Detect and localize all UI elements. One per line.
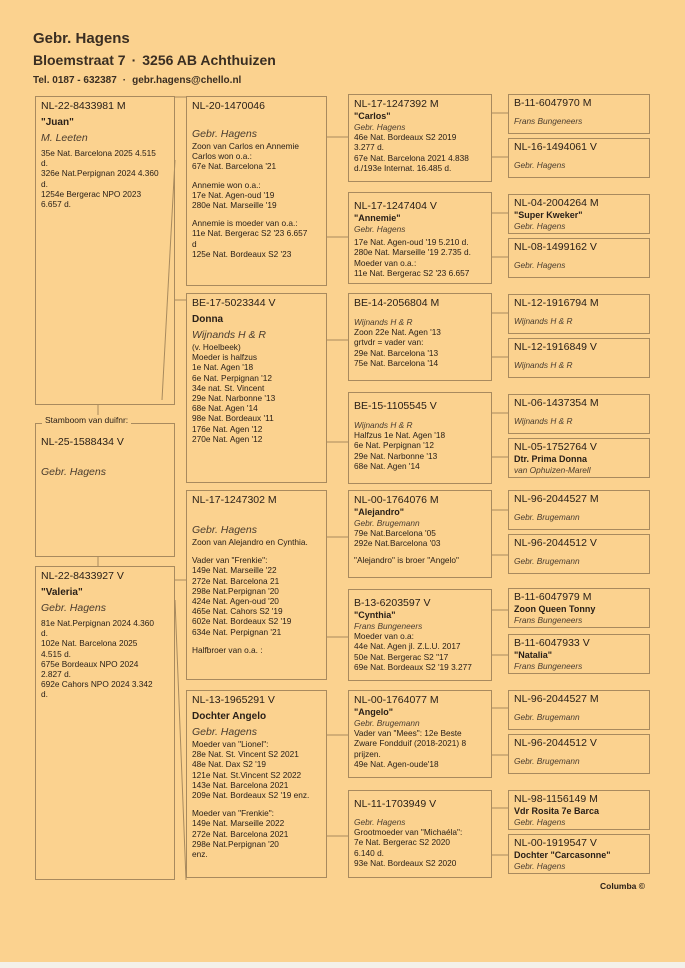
- ring-number: NL-04-2004264 M: [514, 197, 599, 209]
- results: "Alejandro" is broer "Angelo": [354, 554, 459, 565]
- ring-number: NL-11-1703949 V: [354, 798, 437, 810]
- results: Zoon 22e Nat. Agen '13 grtvdr = vader van: 29e Nat. Barcelona '13 75e Nat. Barcelona '14: [354, 327, 441, 368]
- ring-number: B-11-6047933 V: [514, 637, 590, 649]
- copyright: Columba ©: [600, 881, 645, 891]
- owner: Frans Bungeneers: [514, 116, 583, 126]
- postcode-city: 3256 AB Achthuizen: [142, 52, 276, 68]
- pigeon-name: "Juan": [41, 117, 74, 128]
- owner: Gebr. Hagens: [192, 128, 257, 140]
- ring-number: NL-00-1764076 M: [354, 494, 439, 506]
- ring-number: NL-16-1494061 V: [514, 141, 597, 153]
- breeder-name: Gebr. Hagens: [33, 30, 130, 47]
- ring-number: NL-13-1965291 V: [192, 694, 275, 706]
- ring-number: NL-96-2044527 M: [514, 693, 599, 705]
- ring-number: B-11-6047979 M: [514, 591, 592, 603]
- gggp-card[interactable]: [508, 588, 650, 628]
- results: Moeder van "Lionel": 28e Nat. St. Vincent S2 2021 48e Nat. Dax S2 '19 121e Nat. St.Vincent S2 2022 143e Nat. Barcelona 2021 209e Nat. Bordeaux S2 '19 enz.: [192, 739, 310, 801]
- owner: van Ophuizen-Marell: [514, 465, 591, 475]
- gggp-card[interactable]: [508, 490, 650, 530]
- owner: Gebr. Brugemann: [354, 518, 420, 528]
- pigeon-name: "Angelo": [354, 707, 394, 717]
- great-grandparent-card[interactable]: [348, 94, 492, 182]
- gggp-card[interactable]: [508, 834, 650, 874]
- pigeon-name: Dochter "Carcasonne": [514, 850, 611, 860]
- results: Zoon van Alejandro en Cynthia.: [192, 537, 308, 547]
- results: Moeder van "Frenkie": 149e Nat. Marseille 2022 272e Nat. Barcelona 2021 298e Nat.Perpignan '20 enz.: [192, 808, 289, 860]
- grandparent-card[interactable]: [186, 690, 327, 878]
- gggp-card[interactable]: [508, 438, 650, 478]
- ring-number: NL-22-8433981 M: [41, 100, 126, 112]
- owner: Gebr. Hagens: [354, 224, 406, 234]
- results: Vader van "Frenkie": 149e Nat. Marseille '22 272e Nat. Barcelona 21 298e Nat.Perpignan '20 424e Nat. Agen-oud '20 465e Nat. Cahors S2 '19 602e Nat. Bordeaux S2 '19 634e Nat. Perpignan '21: [192, 555, 292, 637]
- separator: ·: [131, 52, 137, 68]
- owner: Wijnands H & R: [514, 360, 573, 370]
- owner: Frans Bungeneers: [514, 615, 583, 625]
- pigeon-name: Dtr. Prima Donna: [514, 454, 588, 464]
- pigeon-name: Dochter Angelo: [192, 711, 267, 722]
- pigeon-name: Donna: [192, 314, 224, 325]
- great-grandparent-card[interactable]: [348, 589, 492, 681]
- results: 81e Nat.Perpignan 2024 4.360 d. 102e Nat. Barcelona 2025 4.515 d. 675e Bordeaux NPO 2024 2.827 d. 692e Cahors NPO 2024 3.342 d.: [41, 618, 155, 700]
- gggp-card[interactable]: [508, 790, 650, 830]
- owner: Wijnands H & R: [354, 420, 413, 430]
- owner: Gebr. Hagens: [514, 817, 566, 827]
- results: Zoon van Carlos en Annemie Carlos won o.a.: 67e Nat. Barcelona '21: [192, 141, 300, 172]
- ring-number: NL-96-2044512 V: [514, 537, 597, 549]
- owner: Gebr. Brugemann: [354, 718, 420, 728]
- pigeon-name: "Cynthia": [354, 610, 396, 620]
- ring-number: NL-98-1156149 M: [514, 793, 598, 805]
- owner: Gebr. Hagens: [41, 602, 106, 614]
- owner: Gebr. Hagens: [514, 861, 566, 871]
- pigeon-name: "Valeria": [41, 587, 83, 598]
- phone: Tel. 0187 - 632387: [33, 75, 117, 86]
- ring-number: NL-12-1916849 V: [514, 341, 597, 353]
- results: 79e Nat.Barcelona '05 292e Nat.Barcelona '03: [354, 528, 441, 549]
- owner: Gebr. Hagens: [514, 221, 566, 231]
- subject-card[interactable]: [35, 423, 175, 557]
- ring-number: NL-17-1247404 V: [354, 200, 437, 212]
- ring-number: NL-25-1588434 V: [41, 436, 124, 448]
- owner: Gebr. Hagens: [192, 524, 257, 536]
- ring-number: BE-14-2056804 M: [354, 297, 440, 309]
- gggp-card[interactable]: [508, 690, 650, 730]
- pigeon-name: Vdr Rosita 7e Barca: [514, 806, 600, 816]
- ring-number: NL-06-1437354 M: [514, 397, 599, 409]
- grandparent-card[interactable]: [186, 490, 327, 680]
- owner: Wijnands H & R: [514, 316, 573, 326]
- ring-number: NL-17-1247392 M: [354, 98, 439, 110]
- father-card[interactable]: [35, 96, 175, 405]
- results: Annemie is moeder van o.a.: 11e Nat. Bergerac S2 '23 6.657 d 125e Nat. Bordeaux S2 '23: [192, 218, 308, 259]
- gggp-card[interactable]: [508, 634, 650, 674]
- page-edge: [0, 962, 685, 968]
- owner: Gebr. Brugemann: [514, 556, 580, 566]
- owner: Gebr. Hagens: [41, 466, 106, 478]
- ring-number: NL-08-1499162 V: [514, 241, 597, 253]
- street: Bloemstraat 7: [33, 52, 126, 68]
- owner: Gebr. Hagens: [192, 726, 257, 738]
- pigeon-name: Zoon Queen Tonny: [514, 604, 596, 614]
- gggp-card[interactable]: [508, 534, 650, 574]
- ring-number: B-13-6203597 V: [354, 597, 431, 609]
- gggp-card[interactable]: [508, 338, 650, 378]
- owner: Wijnands H & R: [192, 329, 267, 341]
- ring-number: NL-12-1916794 M: [514, 297, 599, 309]
- great-grandparent-card[interactable]: [348, 790, 492, 878]
- owner: Wijnands H & R: [354, 317, 413, 327]
- grandparent-card[interactable]: [186, 293, 327, 483]
- results: Annemie won o.a.: 17e Nat. Agen-oud '19 280e Nat. Marseille '19: [192, 179, 277, 211]
- results: Vader van "Mees": 12e Beste Zware Fondduif (2018-2021) 8 prijzen. 49e Nat. Agen-oude'18: [354, 728, 467, 769]
- owner: Frans Bungeneers: [354, 621, 423, 631]
- pigeon-name: "Alejandro": [354, 507, 405, 517]
- ring-number: BE-15-1105545 V: [354, 400, 437, 412]
- ring-number: NL-00-1919547 V: [514, 837, 597, 849]
- email-link[interactable]: gebr.hagens@chello.nl: [132, 75, 242, 86]
- ring-number: NL-17-1247302 M: [192, 494, 277, 506]
- results: 35e Nat. Barcelona 2025 4.515 d. 326e Nat.Perpignan 2024 4.360 d. 1254e Bergerac NPO 2023 6.657 d.: [41, 148, 159, 210]
- gggp-card[interactable]: [508, 734, 650, 774]
- pigeon-name: "Carlos": [354, 111, 391, 121]
- separator: ·: [122, 75, 127, 86]
- grandparent-card[interactable]: [186, 96, 327, 286]
- owner: Gebr. Brugemann: [514, 756, 580, 766]
- gggp-card[interactable]: [508, 194, 650, 234]
- gggp-card[interactable]: [508, 294, 650, 334]
- connector-line: [175, 600, 186, 880]
- pigeon-name: "Super Kweker": [514, 210, 583, 220]
- owner: Gebr. Hagens: [514, 160, 566, 170]
- results: Halfzus 1e Nat. Agen '18 6e Nat. Perpignan '12 29e Nat. Narbonne '13 68e Nat. Agen '14: [354, 430, 446, 471]
- gggp-card[interactable]: [508, 394, 650, 434]
- owner: Gebr. Brugemann: [514, 512, 580, 522]
- great-grandparent-card[interactable]: [348, 690, 492, 778]
- gggp-card[interactable]: [508, 238, 650, 278]
- great-grandparent-card[interactable]: [348, 392, 492, 484]
- owner: Gebr. Hagens: [354, 122, 406, 132]
- great-grandparent-card[interactable]: [348, 490, 492, 578]
- results: Grootmoeder van "Michaéla": 7e Nat. Bergerac S2 2020 6.140 d. 93e Nat. Bordeaux S2 2020: [354, 827, 463, 868]
- ring-number: B-11-6047970 M: [514, 97, 592, 109]
- gggp-card[interactable]: [508, 94, 650, 134]
- results: 17e Nat. Agen-oud '19 5.210 d. 280e Nat. Marseille '19 2.735 d. Moeder van o.a.: 11e Nat. Bergerac S2 '23 6.657: [354, 237, 471, 278]
- results: 46e Nat. Bordeaux S2 2019 3.277 d. 67e Nat. Barcelona 2021 4.838 d./193e Internat. 16.485 d.: [354, 132, 469, 173]
- great-grandparent-card[interactable]: [348, 192, 492, 284]
- gggp-card[interactable]: [508, 138, 650, 178]
- ring-number: NL-05-1752764 V: [514, 441, 597, 453]
- mother-card[interactable]: [35, 566, 175, 880]
- ring-number: NL-00-1764077 M: [354, 694, 439, 706]
- pigeon-name: "Annemie": [354, 213, 401, 223]
- ring-number: NL-20-1470046: [192, 100, 265, 112]
- results: (v. Hoelbeek) Moeder is halfzus 1e Nat. Agen '18 6e Nat. Perpignan '12 34e nat. St. Vincent 29e Nat. Narbonne '13 68e Nat. Agen '14 98e Nat. Bordeaux '11 176e Nat. Agen '12 270e Nat. Agen '12: [192, 342, 276, 444]
- owner: Gebr. Hagens: [354, 817, 406, 827]
- owner: M. Leeten: [41, 132, 88, 144]
- pedigree-legend: Stamboom van duifnr:: [42, 415, 131, 425]
- great-grandparent-card[interactable]: [348, 293, 492, 381]
- ring-number: BE-17-5023344 V: [192, 297, 276, 309]
- ring-number: NL-96-2044512 V: [514, 737, 597, 749]
- owner: Wijnands H & R: [514, 416, 573, 426]
- owner: Gebr. Brugemann: [514, 712, 580, 722]
- owner: Gebr. Hagens: [514, 260, 566, 270]
- ring-number: NL-96-2044527 M: [514, 493, 599, 505]
- ring-number: NL-22-8433927 V: [41, 570, 124, 582]
- owner: Frans Bungeneers: [514, 661, 583, 671]
- pigeon-name: "Natalia": [514, 650, 553, 660]
- results: Moeder van o.a: 44e Nat. Agen jl. Z.L.U. 2017 50e Nat. Bergerac S2 "17 69e Nat. Bordeaux S2 '19 3.277: [354, 631, 472, 672]
- results: Halfbroer van o.a. :: [192, 644, 263, 655]
